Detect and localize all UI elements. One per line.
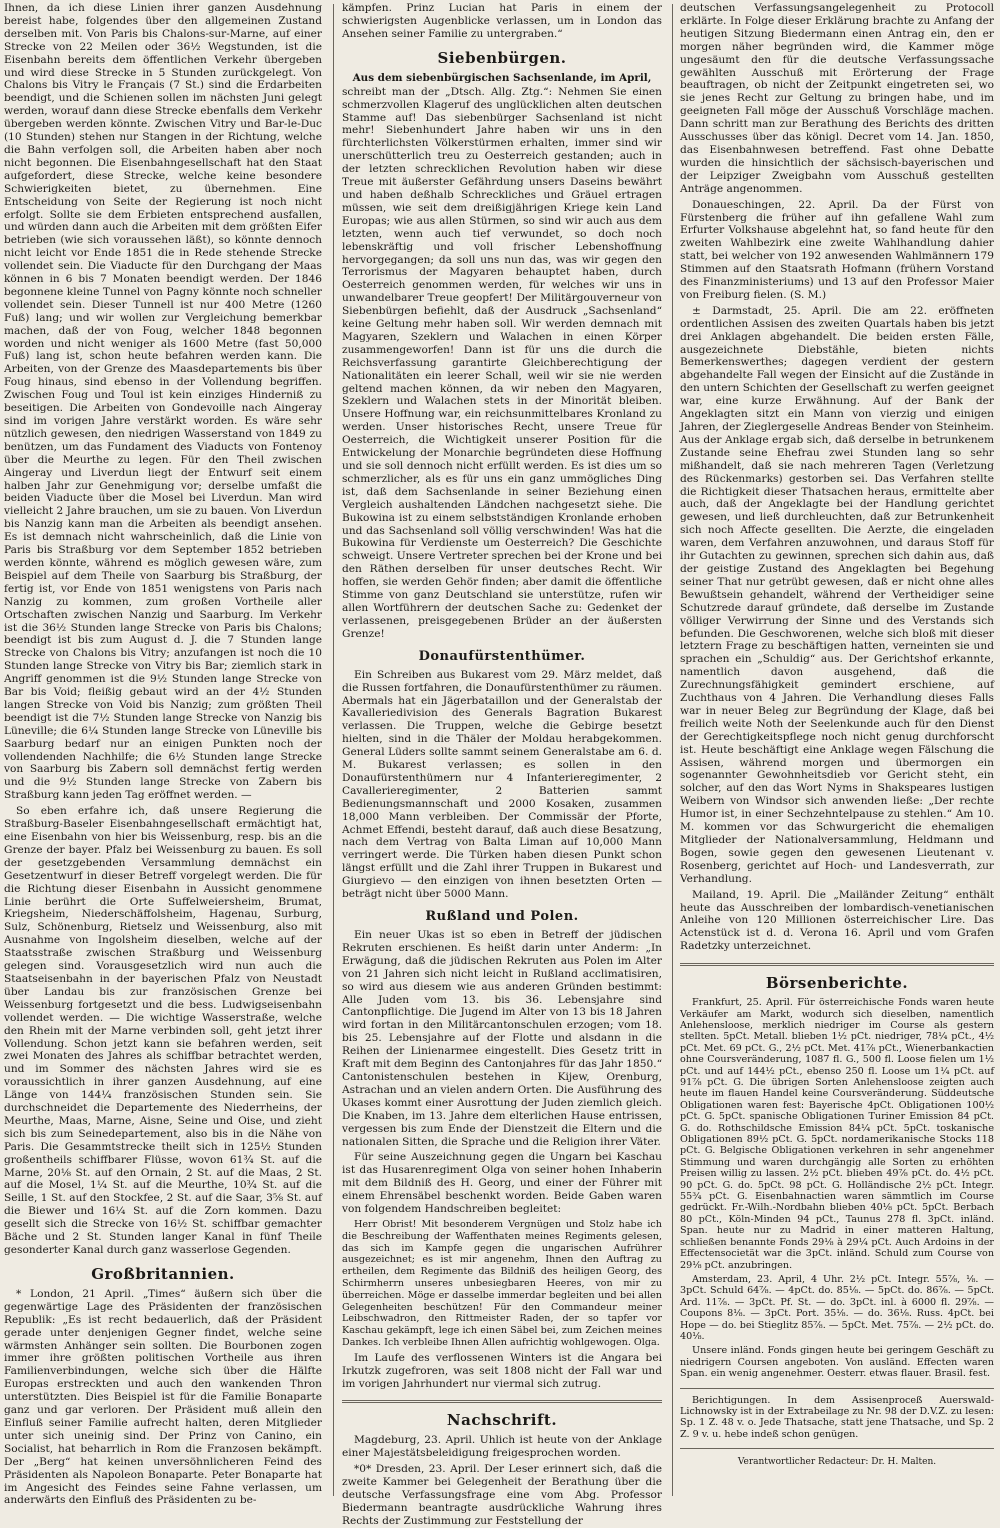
article-london: * London, 21 April. „Times“ äußern sich über die gegenwärtige Lage des Präsidenten der französischen Republik: „Es ist recht bedauerlich, daß der Präsident gerade unter denjenigen Gegner findet, welche seine wärmsten Anhänger sein sollten. Die Bourbonen zogen immer ihre größten politischen Vortheile aus ihren Familienverbindungen, welche sich über die Hälfte Europas erstreckten und auch den wankenden Thron unterstützten. Dies Beispiel ist für die Familie Bonaparte ganz und gar verloren. Der Präsident muß allein den Einfluß seiner Familie aufrecht halten, deren Mitglieder unter sich uneinig sind. Der Prinz von Canino, ein Socialist, hat beharrlich in Rom die Franzosen bekämpft. Der „Berg“ hat keinen unversöhnlicheren Feind des Präsidenten als Napoleon Bonaparte. Peter Bonaparte hat im Angesicht des Feindes seine Fahne verlassen, um anderwärts den Einfluß des Präsidenten zu be- — [4, 1287, 322, 1507]
divider — [680, 1448, 994, 1449]
column-rule — [333, 4, 334, 1496]
corrections: Berichtigungen. In dem Assisenproceß Auerswald-Lichnowsky ist in der Extrabeilage zu Nr. 98 der D.V.Z. zu lesen: Sp. 1 Z. 48 v. o. Jede Thatsache, statt jene Thatsache, und Sp. 2 Z. 9 v. u. hebe indeß schon genügen. — [680, 1394, 994, 1440]
article-mailand: Mailand, 19. April. Die „Mailänder Zeitung“ enthält heute das Ausschreiben der lombardisch-venetianischen Anleihe von 120 Millionen österreichischer Lire. Das Actenstück ist d. d. Verona 16. April und vom Grafen Radetzky unterzeichnet. — [680, 888, 994, 953]
section-heading-nachschrift: Nachschrift. — [446, 1411, 558, 1430]
section-heading-siebenbuergen: Siebenbürgen. — [437, 48, 567, 67]
article-dresden: *0* Dresden, 23. April. Der Leser erinnert sich, daß die zweite Kammer bei Gelegenheit der Berathung über die deutsche Verfassungsfrage eine vom Abg. Professor Biedermann beantragte ausdrückliche Wahrung ihres Rechts der Zustimmung zur Feststellung der — [342, 1463, 662, 1527]
article-railway-paris-strasbourg: Ihnen, da ich diese Linien ihrer ganzen Ausdehnung bereist habe, folgendes über den allgemeinen Zustand derselben mit. Von Paris bis Chalons-sur-Marne, auf einer Strecke von 22 Meilen oder 36½ Wegstunden, ist die Eisenbahn bereits dem öffentlichen Verkehr übergeben und wird diese Strecke in 5 Stunden zurückgelegt. Von Chalons bis Vitry le Français (7 St.) sind die Erdarbeiten beendigt, und die Schienen sollen im nächsten Juni gelegt werden, worauf dann diese Strecke ebenfalls dem Verkehr übergeben werden könnte. Zwischen Vitry und Bar-le-Duc (10 Stunden) stehen nur Stangen in der Richtung, welche die Bahn verfolgen soll, die Arbeiten haben aber noch nicht begonnen. Die Eisenbahngesellschaft hat den Staat aufgefordert, diese Strecke, welche keine besondere Schwierigkeiten bietet, zu übernehmen. Eine Entscheidung von Seite der Regierung ist noch nicht erfolgt. Sollte sie dem Erbieten entsprechend ausfallen, und würden dann auch die Arbeiten mit dem größten Eifer betrieben (wie sich voraussehen läßt), so könnte dennoch nicht leicht vor Ende 1851 die in Rede stehende Strecke vollendet sein. Die Viaducte für den Durchgang der Maas können in 6 bis 7 Monaten beendigt werden. Der 1846 begonnene kleine Tunnel von Pagny könnte noch schneller vollendet sein. Dieser Tunnell ist nur 400 Metre (1260 Fuß) lang; und wir wollen zur Vergleichung bemerkbar machen, daß der von Foug, welcher 1848 begonnen worden und nicht weniger als 1600 Metre (fast 50,000 Fuß) lang ist, schon heute befahren werden kann. Die Arbeiten, von der Grenze des Maasdepartements bis über Foug hinaus, sind ebenso in der Vollendung begriffen. Zwischen Foug und Toul ist kein einziges Hinderniß zu beseitigen. Die Arbeiten von Gondevoille nach Aingeray sind im vorigen Jahre verstärkt worden. Es wäre sehr nützlich gewesen, den niedrigen Wasserstand von 1849 zu benützen, um das Fundament des Viaducts von Fontenoy über die Meurthe zu legen. Für den Theil zwischen Aingeray und Liverdun liegt der Entwurf seit einem halben Jahr zur Genehmigung vor; derselbe umfaßt die beiden Viaducte über die Mosel bei Liverdun. Man wird vielleicht 2 Jahre brauchen, um sie zu bauen. Von Liverdun bis Nanzig kann man die Arbeiten als beendigt ansehen. Es ist demnach nicht wahrscheinlich, daß die Linie von Paris bis Straßburg vor dem September 1852 betrieben werden könnte, während es möglich gewesen wäre, zum Beispiel auf dem Theile von Saarburg bis Straßburg, der fertig ist, vor Ende von 1851 wenigstens von Paris nach Nanzig zu kommen, zum großen Vortheile aller Ortschaften zwischen Nanzig und Saarburg. Im Verkehr ist die 36½ Stunden lange Strecke von Paris bis Chalons; beendigt ist bis zum August d. J. die 7 Stunden lange Strecke von Chalons bis Vitry; anzufangen ist noch die 10 Stunden lange Strecke von Vitry bis Bar; ziemlich stark in Angriff genommen ist die 9½ Stunden lange Strecke von Bar bis Void; fleißig gebaut wird an der 4½ Stunden langen Strecke von Void bis Nanzig; zum größten Theil beendigt ist die 7½ Stunden lange Strecke von Nanzig bis Lüneville; die 6¼ Stunden lange Strecke von Lüneville bis Saarburg bedarf nur an einigen Punkten noch der vollendenden Nachhilfe; die 6½ Stunden lange Strecke von Saarburg bis Zabern soll demnächst fertig werden und die 9½ Stunden lange Strecke von Zabern bis Straßburg kann jeden Tag eröffnet werden. — — [4, 2, 322, 802]
article-sachsenland: schreibt man der „Dtsch. Allg. Ztg.“: Nehmen Sie einen schmerzvollen Klageruf des unglücklichen alten deutschen Stamme auf! Das siebenbürger Sachsenland ist nicht mehr! Siebenhundert Jahre haben wir uns in den fürchterlichsten Völkerstürmen erhalten, immer sind wir unerschütterlich treu zu Oesterreich gestanden; auch in der letzten schrecklichen Revolution haben wir diese Treue mit äußerster Gefährdung unsers Daseins bewährt und haben deßhalb Schreckliches und Gräuel ertragen müssen, wie seit dem dreißigjährigen Kriege kein Land Europas; wie aus allen Stürmen, so sind wir auch aus dem letzten, wenn auch tief verwundet, so doch noch lebenskräftig und voll frischer Lebenshoffnung hervorgegangen; da soll uns nun das, was wir gegen den Terrorismus der Magyaren behauptet haben, durch Oesterreich genommen werden, für welches wir uns in unwandelbarer Treue geopfert! Der Militärgouverneur von Siebenbürgen befiehlt, daß der Ausdruck „Sachsenland“ keine Geltung mehr haben soll. Wir werden demnach mit Magyaren, Szeklern und Walachen in einen Körper zusammengeworfen! Dann ist für uns die durch die Reichsverfassung garantirte Gleichberechtigung der Nationalitäten ein leerer Schall, weil wir sie nie werden geltend machen können, da wir neben den Magyaren, Szeklern und Walachen stets in der Minorität bleiben. Unsere Hoffnung war, ein reichsunmittelbares Kronland zu werden. Unser historisches Recht, unsere Treue für Oesterreich, die Wichtigkeit unserer Position für die Entwickelung der Monarchie begründeten diese Hoffnung und sie soll dennoch nicht erfüllt werden. Es ist dies um so schmerzlicher, als es für uns ein ganz ummögliches Ding ist, daß dem Sachsenlande in seiner Beziehung einen Vergleich aushaltenden Ländchen nachgesetzt siehe. Die Bukowina ist zu einem selbstständigen Kronlande erhoben und das Sachsenland soll völlig verschwinden! Was hat die Bukowina für Verdienste um Oesterreich? Die Geschichte schweigt. Unsere Vertreter sprechen bei der Krone und bei den Räthen derselben für unser deutsches Recht. Wir hoffen, sie werden Gehör finden; aber damit die öffentliche Stimme von ganz Deutschland sie unterstütze, rufen wir allen Wortführern der deutschen Sache zu: Gedenket der verlassenen, preisgegebenen Brüder an der äußersten Grenze! — [342, 85, 662, 640]
article-darmstadt: ± Darmstadt, 25. April. Die am 22. eröffneten ordentlichen Assisen des zweiten Quartals haben bis jetzt drei Anklagen abgehandelt. Die beiden ersten Fälle, ausgezeichnete Diebstähle, bieten nichts Bemerkenswerthes; dagegen verdient der gestern abgehandelte Fall wegen der Einsicht auf die Zustände in den untern Schichten der Gesellschaft zu werfen geeignet war, eine kurze Erwähnung. Auf der Bank der Angeklagten sitzt ein Mann von vierzig und einigen Jahren, der Zieglergeselle Andreas Bender von Steinheim. Aus der Anklage ergab sich, daß derselbe in betrunkenem Zustande seine Ehefrau zwei Stunden lang so sehr mißhandelt, daß sie nach mehreren Tagen (Verletzung des Rückenmarks) gestorben sei. Das Verfahren stellte die Richtigkeit dieser Thatsachen heraus, ermittelte aber auch, daß der Angeklagte bei der Handlung gerichtet gewesen, und ließ durchleuchten, daß zur Betrunkenheit sich noch Affecte gesellten. Die Aerzte, die eingeladen waren, dem Verfahren anzuwohnen, und daraus Stoff für ihr Gutachten zu gewinnen, sprechen sich dahin aus, daß der geistige Zustand des Angeklagten bei Begehung seiner That nur getrübt gewesen, daß er nicht ohne alles Bewußtsein gehandelt, während der Vertheidiger seine Schutzrede darauf gründete, daß derselbe im Zustande völliger Verwirrung der Sinne und des Verstands sich befunden. Die Geschworenen, welche sich bloß mit dieser letztern Frage zu beschäftigen hatten, verneinten sie und sprachen ein „Schuldig“ aus. Der Gerichtshof erkannte, namentlich davon ausgehend, daß die Zurechnungsfähigkeit gemindert erschiene, auf Zuchthaus von 4 Jahren. Die Verhandlung dieses Falls war in neuer Beleg zur Begründung der Klage, daß bei freilich weite Noth der Seelenkunde auch für den Dienst der Gerechtigkeitspflege noch nicht genug durchforscht ist. Heute beschäftigt eine Anklage wegen Fälschung die Assisen, während morgen und übermorgen ein sogenannter Gewohnheitsdieb vor Gericht steht, ein solcher, auf den das Wort Nyms in Shakspeares lustigen Weibern von Windsor sich anwenden ließe: „Der rechte Humor ist, in einer Sechzehntelpause zu stehlen.“ Am 10. M. kommen vor das Schwurgericht die ehemaligen Mitglieder der Nationalversammlung, Heldmann und Bogen, sowie gegen den gewesenen Lieutenant v. Rosenberg, gerichtet auf Hoch- und Landesverrath, zur Verhandlung. — [680, 304, 994, 885]
section-heading-donaufuerstenthuemer: Donaufürstenthümer. — [418, 648, 586, 664]
divider — [680, 1388, 994, 1389]
report-inland-fonds: Unsere inländ. Fonds gingen heute bei geringem Geschäft zu niedrigern Coursen angeboten. Von ausländ. Effecten waren Span. ein wenig angenehmer. Oesterr. etwas flauer. Brasil. fest. — [680, 1345, 994, 1380]
article-magdeburg: Magdeburg, 23. April. Uhlich ist heute von der Anklage einer Majestätsbeleidigung freigesprochen worden. — [342, 1434, 662, 1460]
column-1 — [0, 0, 328, 1507]
article-angara: Im Laufe des verflossenen Winters ist die Angara bei Irkutzk zugefroren, was seit 1808 nicht der Fall war und im vorigen Jahrhundert nur viermal sich zutrug. — [342, 1351, 662, 1390]
article-lucian-continuation: kämpfen. Prinz Lucian hat Paris in einem der schwierigsten Augenblicke verlassen, um in London das Ansehen seiner Familie zu untergraben.“ — [342, 2, 662, 40]
article-railway-weissenburg: So eben erfahre ich, daß unsere Regierung die Straßburg-Baseler Eisenbahngesellschaft ermächtigt hat, eine Eisenbahn von hier bis Weissenburg, resp. bis an die Grenze der bayer. Pfalz bei Weissenburg zu bauen. Es soll der gesetzgebenden Versammlung demnächst ein Gesetzentwurf in dieser Betreff vorgelegt werden. Die für die Richtung dieser Eisenbahn in Aussicht genommene Linie berührt die Orte Suffelweiersheim, Brumat, Kriegsheim, Niederschäffolsheim, Hagenau, Surburg, Sulz, Schönenburg, Rietselz und Weissenburg, also mit Ausnahme von Ingolsheim dieselben, welche auf der Staatsstraße zwischen Straßburg und Weissenburg gelegen sind. Vorausgesetzlich wird nun auch die Staatseisenbahn in der bayerischen Pfalz von Neustadt über Landau bis zur französischen Grenze bei Weissenburg fortgesetzt und die bess. Ludwigseisenbahn vollendet werden. — Die wichtige Wasserstraße, welche den Rhein mit der Marne verbinden soll, geht jetzt ihrer Vollendung. Schon jetzt kann sie befahren werden, seit zwei Monaten des Jahres als schiffbar betrachtet werden, und im Sommer des nächsten Jahres wird sie es voraussichtlich in ihrer ganzen Ausdehnung, auf eine Länge von 144¼ französischen Stunden sein. Sie durchschneidet die Departemente des Niederrheins, der Meurthe, Maas, Marne, Aisne, Seine und Oise, und zieht sich bis zum Seinedepartement, also bis in die Nähe von Paris. Die Gesammtstrecke theilt sich in 125½ Stunden großentheils schiffbarer Flüsse, wovon 61¾ St. auf die Marne, 20⅛ St. auf den Ornain, 2 St. auf die Maas, 2 St. auf die Mosel, 1¼ St. auf die Meurthe, 10¾ St. auf die Seille, 1 St. auf den Stockfee, 2 St. auf die Saar, 3⅝ St. auf die Biewer und 16¼ St. auf die Zorn kommen. Dazu gesellt sich die Strecke von 16½ St. schiffbar gemachter Bäche und 2 St. Stunden langer Kanal in fünf Theile gesonderter Kanal durch ganz wasserlose Gegenden. — [4, 805, 322, 1256]
column-3 — [676, 0, 1000, 1500]
dateline-sachsenland: Aus dem siebenbürgischen Sachsenlande, im April, — [352, 71, 652, 84]
responsible-editor: Verantwortlicher Redacteur: Dr. H. Malten. — [737, 1457, 937, 1468]
letter-olga: Herr Obrist! Mit besonderem Vergnügen und Stolz habe ich die Beschreibung der Waffenthaten meines Regiments gelesen, das sich im Kampfe gegen die ungarischen Aufrührer ausgezeichnet; es ist mir angenehm, Ihnen den Auftrag zu ertheilen, dem Regimente das Bildniß des heiligen Georg, des Schirmherrn unseres unbesiegbaren Heeres, von mir zu überreichen. Möge er dasselbe immerdar begleiten und bei allen Gelegenheiten beschützen! Für den Commandeur meiner Leibschwadron, den Rittmeister Raden, der so tapfer vor Kaschau gekämpft, lege ich einen Säbel bei, zum Zeichen meines Dankes. Ich verbleibe Ihnen Allen aufrichtig wohlgewogen. Olga. — [342, 1218, 662, 1348]
section-heading-russland-polen: Rußland und Polen. — [425, 909, 579, 924]
article-husarenregiment: Für seine Auszeichnung gegen die Ungarn bei Kaschau ist das Husarenregiment Olga von seiner hohen Inhaberin mit dem Bildniß des H. Georg, und einer der Führer mit einem Ehrensäbel beschenkt worden. Beide Gaben waren von folgendem Handschreiben begleitet: — [342, 1151, 662, 1216]
report-amsterdam: Amsterdam, 23. April, 4 Uhr. 2½ pCt. Integr. 55⅞, ⅛. — 3pCt. Schuld 64⅞. — 4pCt. do. 85⅛. — 5pCt. do. 86⅞. — 5pCt. Ard. 11⅞. — 3pCt. Pf. St. — do. 3pCt. inl. à 6000 fl. 29⅞. — Coupons 8⅛. — 3pCt. Port. 35⅛. — do. 36⅛. Russ. 4pCt. bei Hope — do. bei Stieglitz 85⅞. — 5pCt. Met. 75⅞. — 2½ pCt. do. 40⅛. — [680, 1273, 994, 1342]
section-heading-grossbritannien: Großbritannien. — [91, 1264, 235, 1283]
report-frankfurt: Frankfurt, 25. April. Für österreichische Fonds waren heute Verkäufer am Markt, wodurch sich dieselben, namentlich Anlehensloose, merklich niedriger im Course als gestern stellten. 5pCt. Metall. blieben 1½ pCt. niedriger, 78¼ pCt., 4½ pCt. Met. 69 pCt. G., 2½ pCt. Met. 41⅞ pCt., Wienerbankactien ohne Coursveränderung, 1087 fl. G., 500 fl. Loose fielen um 1½ pCt. und auf 144½ pCt., ebenso 250 fl. Loose um 1¼ pCt. auf 91⅞ pCt. G. Die übrigen Sorten Anlehensloose zeigten auch heute im flauen Handel keine Coursveränderung. Süddeutsche Obligationen waren fest: Bayerische 4pCt. Obligationen 100½ pCt. G. 5pCt. spanische Obligationen Turiner Emission 84 pCt. G. do. Rothschildsche Emission 84¼ pCt. 5pCt. toskanische Obligationen 89½ pCt. G. 5pCt. nordamerikanische Stocks 118 pCt. G. Belgische Obligationen verkehren in sehr angenehmer Stimmung und waren durchgängig alle Sorten zu erhöhten Preisen willig zu lassen. 2½ pCt. blieben 49⅞ pCt. do. 4½ pCt. 90 pCt. G. do. 5pCt. 98 pCt. G. Holländische 2½ pCt. Integr. 55¾ pCt. G. Eisenbahnactien waren sämmtlich im Course gedrückt. Fr.-Wilh.-Nordbahn blieben 40⅛ pCt. 5pCt. Berbach 80 pCt., Köln-Minden 94 pCt., Taunus 278 fl. 3pCt. inländ. Span. heute nur zu Madrid in einer matteren Haltung, schließen benannte Fonds 29⅛ à 29¼ pCt. Auch Ardoins in der Effectensocietät war die 3pCt. inländ. Schuld zum Course von 29⅛ pCt. anzubringen. — [680, 997, 994, 1271]
article-donaueschingen: Donaueschingen, 22. April. Da der Fürst von Fürstenberg die früher auf ihn gefallene Wahl zum Erfurter Volkshause abgelehnt hat, so fand heute für den zweiten Wahlbezirk eine zweite Wahlhandlung dahier statt, bei welcher von 192 anwesenden Wahlmännern 179 Stimmen auf den Staatsrath Hofmann (frühern Vorstand des Finanzministeriums) und 13 auf den Professor Maier von Freiburg fielen. (S. M.) — [680, 198, 994, 301]
column-rule — [672, 4, 673, 1496]
article-ukas: Ein neuer Ukas ist so eben in Betreff der jüdischen Rekruten erschienen. Es heißt darin unter Anderm: „In Erwägung, daß die jüdischen Rekruten aus Polen im Alter von 21 Jahren sich nicht leicht in Rußland acclimatisiren, so wird aus diesem wie aus anderen Gründen bestimmt: Alle Juden vom 13. bis 36. Lebensjahre sind Cantonpflichtige. Die Jugend im Alter von 13 bis 18 Jahren wird fortan in den Militärcantonschulen erzogen; vom 18. bis 25. Lebensjahre auf der Flotte und alsdann in die Reihen der Linienarmee eingestellt. Dies Gesetz tritt in Kraft mit dem Beginn des Cantonjahres für das Jahr 1850.“ Cantonistenschulen bestehen in Kijew, Orenburg, Astrachan und an vielen andern Orten. Die Ausführung des Ukases kommt einer Ausrottung der Juden ziemlich gleich. Die Knaben, im 13. Jahre dem elterlichen Hause entrissen, vergessen bis zum Ende der Dienstzeit die Eltern und die nationalen Sitten, die Sprache und die Religion ihrer Väter. — [342, 929, 662, 1148]
column-2 — [338, 0, 668, 1527]
divider — [680, 963, 994, 966]
article-bukarest: Ein Schreiben aus Bukarest vom 29. März meldet, daß die Russen fortfahren, die Donaufürstenthümer zu räumen. Abermals hat ein Jägerbataillon und der Generalstab der Kavalleriedivision des Generals Bagration Bukarest verlassen. Die Truppen, welche die Gebirge besetzt hielten, sind in die Thäler der Moldau herabgekommen. General Lüders sollte sammt seinem Generalstabe am 6. d. M. Bukarest verlassen; es sollen in den Donaufürstenthümern nur 4 Infanterieregimenter, 2 Cavallerieregimenter, 2 Batterien sammt Bedienungsmannschaft und 2000 Kosaken, zusammen 18,000 Mann verbleiben. Der Commissär der Pforte, Achmet Effendi, besteht darauf, daß auch diese Besatzung, nach dem Vertrag von Balta Liman auf 10,000 Mann verringert werde. Die Türken haben diesen Punkt schon längst erfüllt und die Zahl ihrer Truppen in Bukarest und Giurgievo — den einzigen von ihnen besetzten Orten — beträgt nicht über 5000 Mann. — [342, 668, 662, 901]
article-dresden-continuation: deutschen Verfassungsangelegenheit zu Protocoll erklärte. In Folge dieser Erklärung brachte zu Anfang der heutigen Sitzung Biedermann einen Antrag ein, den er morgen näher begründen wird, die Kammer möge ungesäumt den für die deutsche Verfassungssache gewählten Ausschuß mit Erörterung der Frage beauftragen, ob nicht der Zeitpunkt eingetreten sei, wo sie jenes Recht zur Geltung zu bringen habe, und im geeigneten Fall möge der Ausschuß Vorschläge machen. Dann schritt man zur Berathung des Berichts des dritten Ausschusses über das königl. Decret vom 14. Jan. 1850, das Eisenbahnwesen betreffend. Fast ohne Debatte wurden die hinsichtlich der sächsisch-bayerischen und der Leipziger Zweigbahn vom Ausschuß gestellten Anträge angenommen. — [680, 2, 994, 195]
section-heading-boersenberichte: Börsenberichte. — [765, 974, 909, 993]
divider — [342, 1400, 662, 1403]
